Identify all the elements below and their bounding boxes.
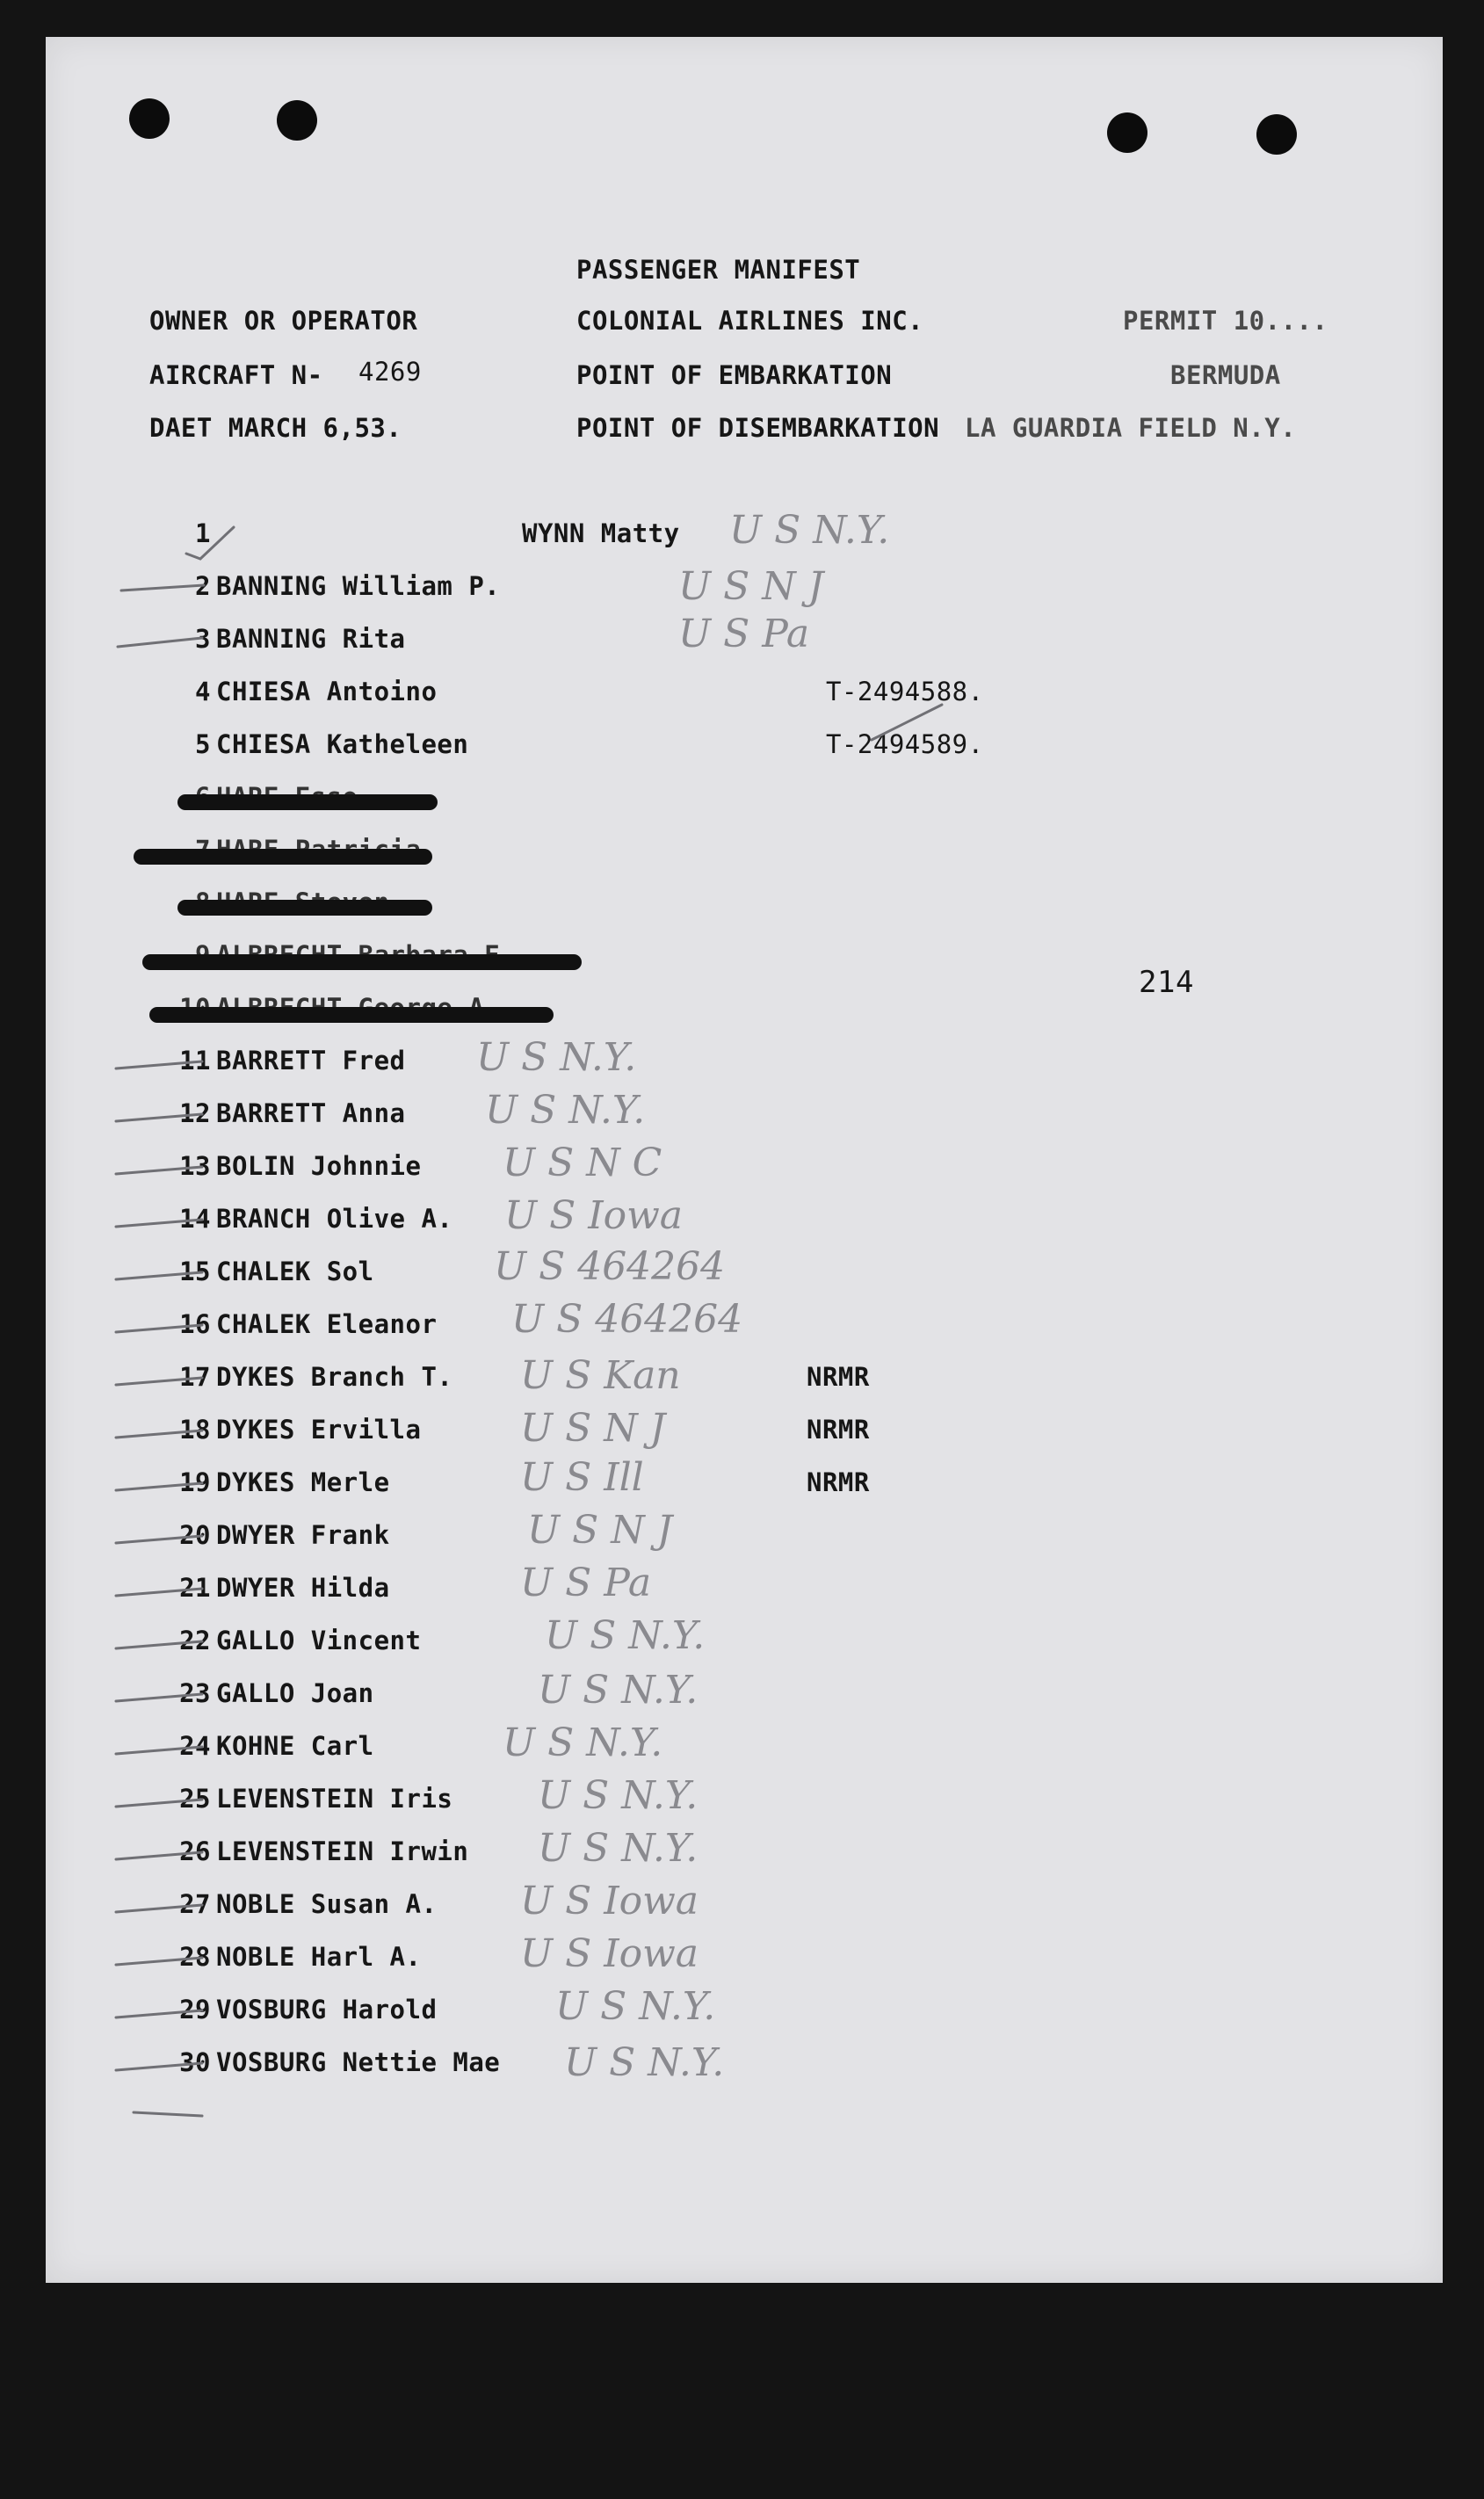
row-number: 30	[179, 2047, 211, 2077]
passenger-name: GALLO Joan	[216, 1678, 374, 1708]
passenger-name: WYNN Matty	[522, 518, 680, 548]
date-line: DAET MARCH 6,53.	[149, 413, 402, 443]
row-number: 24	[179, 1731, 211, 1761]
handwritten-annotation: U S N.Y.	[538, 1826, 699, 1871]
passenger-name: BARRETT Anna	[216, 1098, 406, 1128]
passenger-name: VOSBURG Nettie Mae	[216, 2047, 501, 2077]
handwritten-annotation: U S Pa	[520, 1561, 652, 1605]
row-number: 13	[179, 1151, 211, 1181]
passenger-name: VOSBURG Harold	[216, 1995, 438, 2025]
disembarkation-value: LA GUARDIA FIELD N.Y.	[965, 413, 1297, 443]
handwritten-annotation: U S N.Y.	[545, 1613, 706, 1658]
handwritten-annotation: U S N.Y.	[485, 1088, 646, 1133]
row-number: 23	[179, 1678, 211, 1708]
handwritten-annotation: U S Iowa	[504, 1193, 683, 1238]
row-number: 11	[179, 1046, 211, 1076]
passenger-name: BOLIN Johnnie	[216, 1151, 422, 1181]
page-number: 214	[1139, 965, 1194, 1000]
handwritten-annotation: U S N.Y.	[503, 1720, 663, 1765]
embarkation-value: BERMUDA	[1170, 360, 1281, 390]
passenger-name: NOBLE Susan A.	[216, 1889, 438, 1919]
document-number: T-2494589.	[826, 729, 984, 759]
aircraft-label: AIRCRAFT N-	[149, 360, 323, 390]
row-number: 26	[179, 1836, 211, 1866]
passenger-name: CHIESA Katheleen	[216, 729, 469, 759]
passenger-name: BANNING Rita	[216, 624, 406, 654]
permit-number: PERMIT 10....	[1123, 306, 1328, 336]
row-number: 20	[179, 1520, 211, 1550]
handwritten-annotation: U S Iowa	[520, 1879, 699, 1923]
handwritten-annotation: U S Ill	[520, 1455, 644, 1500]
row-number: 4	[195, 677, 211, 706]
passenger-name: CHIESA Antoino	[216, 677, 438, 706]
row-number: 14	[179, 1204, 211, 1234]
manifest-title: PASSENGER MANIFEST	[576, 255, 861, 285]
handwritten-annotation: U S N J	[678, 564, 824, 609]
row-number: 19	[179, 1467, 211, 1497]
handwritten-annotation: U S Iowa	[520, 1931, 699, 1976]
passenger-name: DWYER Hilda	[216, 1573, 390, 1603]
nrmr-note: NRMR	[807, 1415, 870, 1445]
handwritten-annotation: U S N.Y.	[476, 1035, 637, 1080]
handwritten-annotation: U S N.Y.	[564, 2040, 725, 2085]
nrmr-note: NRMR	[807, 1467, 870, 1497]
manifest-page	[46, 37, 1443, 2283]
passenger-name: DYKES Branch T.	[216, 1362, 453, 1392]
handwritten-annotation: U S 464264	[511, 1297, 743, 1342]
passenger-name: LEVENSTEIN Iris	[216, 1784, 453, 1814]
passenger-name: BANNING William P.	[216, 571, 501, 601]
passenger-name: LEVENSTEIN Irwin	[216, 1836, 469, 1866]
row-number: 22	[179, 1626, 211, 1655]
row-number: 5	[195, 729, 211, 759]
embarkation-label: POINT OF EMBARKATION	[576, 360, 893, 390]
row-number: 16	[179, 1309, 211, 1339]
handwritten-annotation: U S N.Y.	[555, 1984, 716, 2029]
passenger-name: DWYER Frank	[216, 1520, 390, 1550]
row-number: 29	[179, 1995, 211, 2025]
owner-value: COLONIAL AIRLINES INC.	[576, 306, 924, 336]
row-number: 17	[179, 1362, 211, 1392]
handwritten-annotation: U S N.Y.	[538, 1773, 699, 1818]
handwritten-annotation: U S N J	[520, 1406, 666, 1451]
aircraft-number: 4269	[358, 357, 422, 387]
handwritten-annotation: U S Pa	[678, 612, 810, 656]
passenger-name: DYKES Ervilla	[216, 1415, 422, 1445]
pencil-check-marks	[46, 37, 1443, 2283]
row-number: 27	[179, 1889, 211, 1919]
passenger-name: CHALEK Sol	[216, 1257, 374, 1286]
row-number: 1	[195, 518, 211, 548]
document-number: T-2494588.	[826, 677, 984, 706]
passenger-name: CHALEK Eleanor	[216, 1309, 438, 1339]
passenger-name: KOHNE Carl	[216, 1731, 374, 1761]
row-number: 21	[179, 1573, 211, 1603]
row-number: 12	[179, 1098, 211, 1128]
passenger-name: NOBLE Harl A.	[216, 1942, 422, 1972]
passenger-name: BARRETT Fred	[216, 1046, 406, 1076]
handwritten-annotation: U S N.Y.	[729, 508, 890, 553]
row-number: 18	[179, 1415, 211, 1445]
row-number: 3	[195, 624, 211, 654]
handwritten-annotation: U S N J	[527, 1508, 673, 1553]
row-number: 25	[179, 1784, 211, 1814]
disembarkation-label: POINT OF DISEMBARKATION	[576, 413, 940, 443]
handwritten-annotation: U S 464264	[494, 1244, 726, 1289]
row-number: 28	[179, 1942, 211, 1972]
row-number: 2	[195, 571, 211, 601]
row-number: 15	[179, 1257, 211, 1286]
passenger-name: BRANCH Olive A.	[216, 1204, 453, 1234]
passenger-name: GALLO Vincent	[216, 1626, 422, 1655]
handwritten-annotation: U S N C	[503, 1141, 662, 1185]
handwritten-annotation: U S N.Y.	[538, 1668, 699, 1713]
owner-label: OWNER OR OPERATOR	[149, 306, 418, 336]
nrmr-note: NRMR	[807, 1362, 870, 1392]
passenger-name: DYKES Merle	[216, 1467, 390, 1497]
handwritten-annotation: U S Kan	[520, 1353, 681, 1398]
